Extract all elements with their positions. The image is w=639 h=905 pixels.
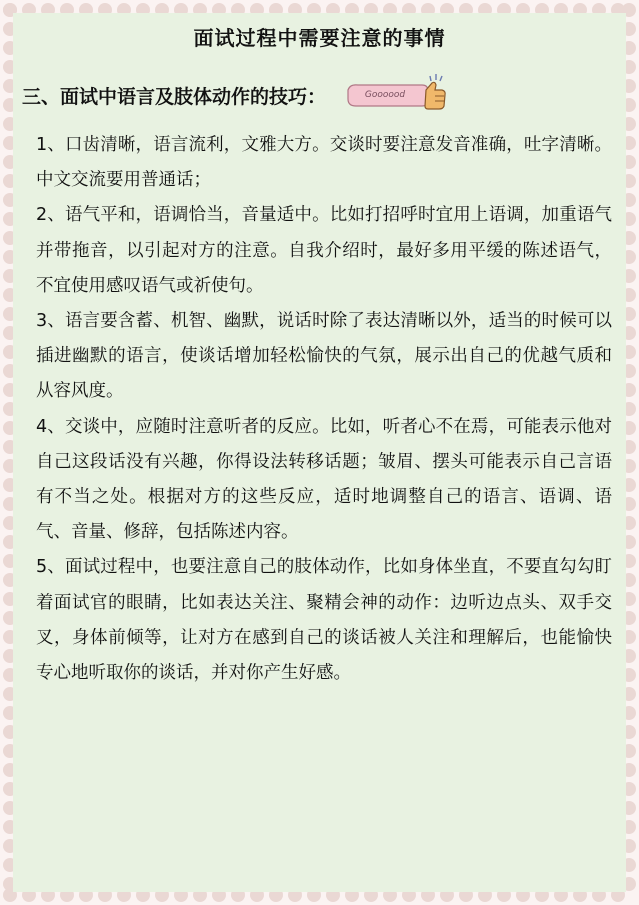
paragraph-4: 4、交谈中，应随时注意听者的反应。比如，听者心不在焉，可能表示他对自己这段话没有兴趣，你得设法转移话题；皱眉、摆头可能表示自己言语有不当之处。根据对方的这些反应，适时地调整自己的语言、语调、语气、音量、修辞，包括陈述内容。 — [36, 416, 612, 543]
badge-label: Goooood — [364, 90, 406, 100]
paragraph-5: 5、面试过程中，也要注意自己的肢体动作，比如身体坐直，不要直勾勾盯着面试官的眼睛，比如表达关注、聚精会神的动作：边听边点头、双手交叉，身体前倾等，让对方在感到自己的谈话被人关注和理解后，也能愉快专心地听取你的谈话，并对你产生好感。 — [36, 557, 612, 684]
paragraph-3: 3、语言要含蓄、机智、幽默，说话时除了表达清晰以外，适当的时候可以插进幽默的语言，使谈话增加轻松愉快的气氛，展示出自己的优越气质和从容风度。 — [36, 311, 612, 402]
paragraph-1: 1、口齿清晰，语言流利，文雅大方。交谈时要注意发音准确，吐字清晰。中文交流要用普通话； — [36, 135, 612, 191]
paragraph-2: 2、语气平和，语调恰当，音量适中。比如打招呼时宜用上语调，加重语气并带拖音，以引起对方的注意。自我介绍时，最好多用平缓的陈述语气，不宜使用感叹语气或祈使句。 — [36, 205, 612, 296]
page-title: 面试过程中需要注意的事情 — [193, 26, 446, 50]
body-text — [36, 128, 612, 691]
section-heading: 三、面试中语言及肢体动作的技巧： — [22, 86, 327, 108]
